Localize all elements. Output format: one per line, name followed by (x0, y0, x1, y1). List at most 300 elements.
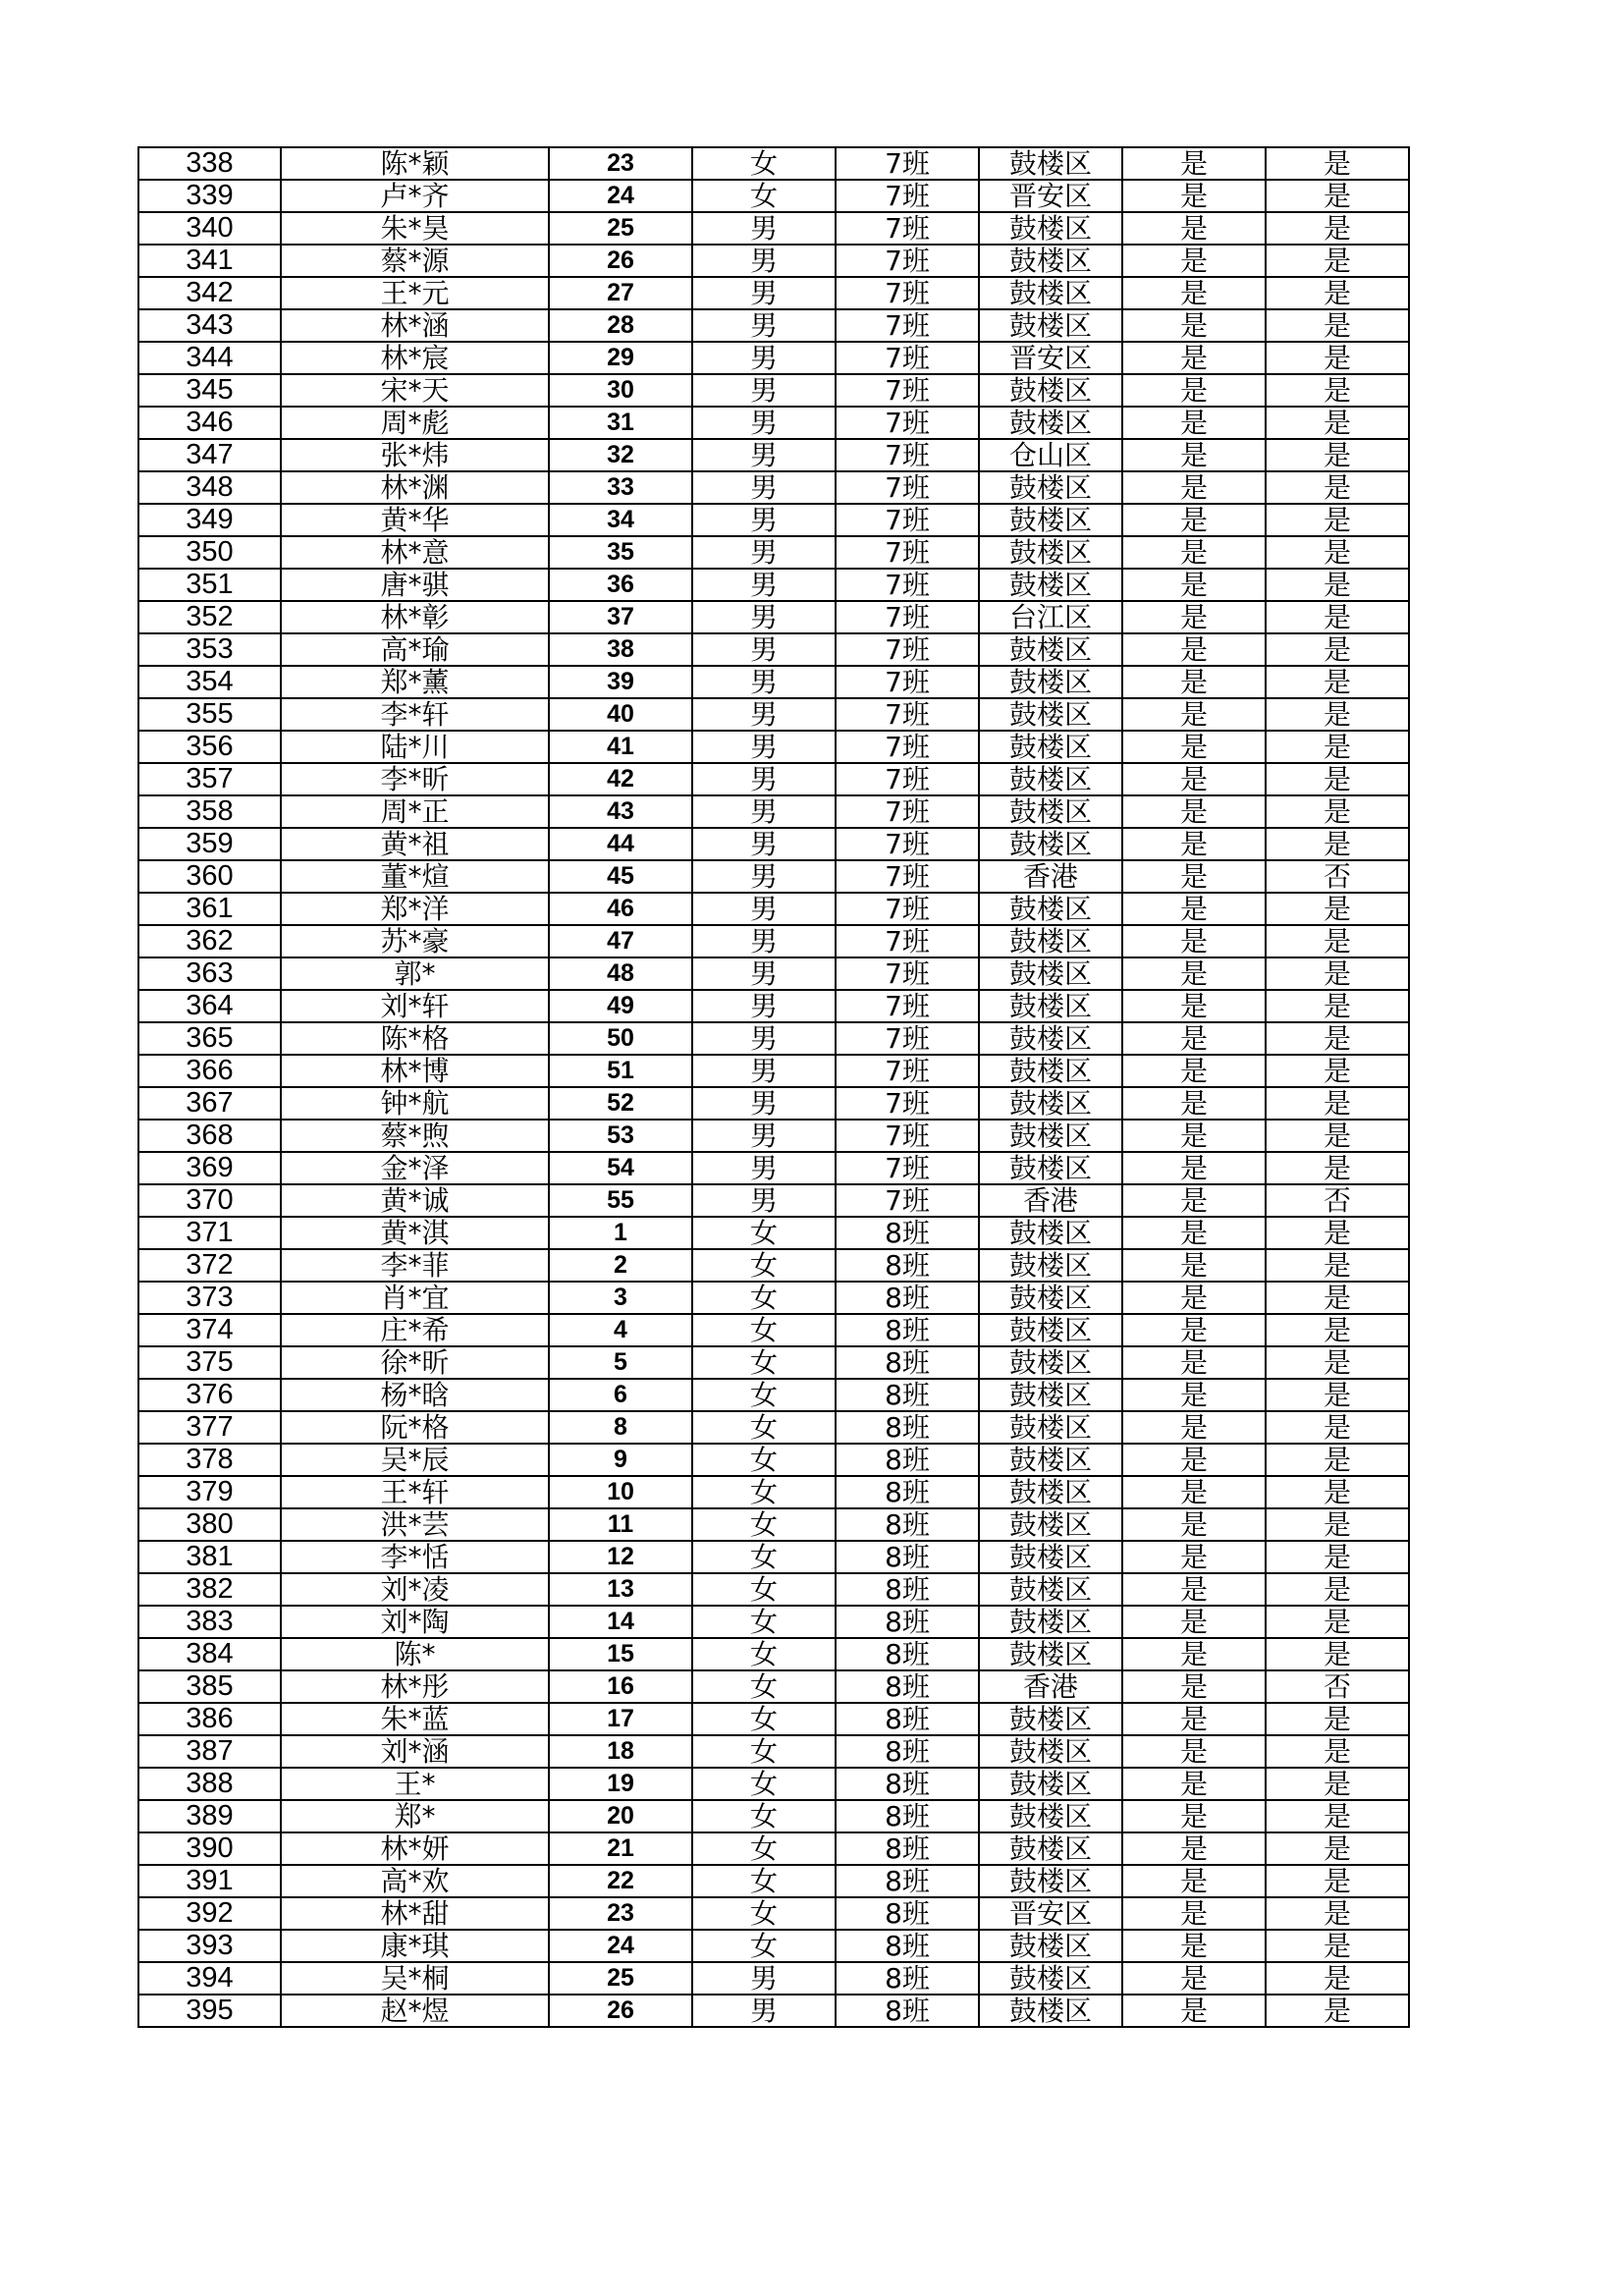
district-cell: 鼓楼区 (979, 407, 1122, 439)
gender-cell: 男 (692, 601, 836, 633)
student-table (137, 146, 1410, 2028)
status-cell-b: 是 (1266, 957, 1409, 990)
name-cell: 林*涵 (281, 309, 549, 342)
gender-cell: 男 (692, 860, 836, 893)
table-row (138, 407, 1409, 439)
class-number-cell: 18 (549, 1735, 692, 1768)
class-cell: 7班 (836, 601, 979, 633)
gender-cell: 男 (692, 925, 836, 957)
class-number-cell: 5 (549, 1346, 692, 1379)
table-row (138, 925, 1409, 957)
class-number-cell: 32 (549, 439, 692, 471)
class-number-cell: 41 (549, 731, 692, 763)
status-cell-a: 是 (1122, 147, 1266, 180)
status-cell-a: 是 (1122, 1703, 1266, 1735)
class-number-cell: 44 (549, 828, 692, 860)
class-cell: 8班 (836, 1670, 979, 1703)
district-cell: 鼓楼区 (979, 990, 1122, 1022)
table-row (138, 1411, 1409, 1444)
name-cell: 杨*晗 (281, 1379, 549, 1411)
row-index-cell: 389 (138, 1800, 281, 1832)
class-number-cell: 25 (549, 1962, 692, 1995)
status-cell-a: 是 (1122, 245, 1266, 277)
district-cell: 鼓楼区 (979, 374, 1122, 407)
name-cell: 林*博 (281, 1055, 549, 1087)
district-cell: 鼓楼区 (979, 1606, 1122, 1638)
table-row (138, 1379, 1409, 1411)
row-index-cell: 378 (138, 1444, 281, 1476)
gender-cell: 女 (692, 147, 836, 180)
class-number-cell: 51 (549, 1055, 692, 1087)
status-cell-b: 是 (1266, 601, 1409, 633)
gender-cell: 男 (692, 471, 836, 504)
district-cell: 鼓楼区 (979, 925, 1122, 957)
status-cell-b: 是 (1266, 1411, 1409, 1444)
table-row (138, 957, 1409, 990)
class-number-cell: 55 (549, 1184, 692, 1217)
name-cell: 朱*昊 (281, 212, 549, 245)
status-cell-b: 是 (1266, 342, 1409, 374)
status-cell-a: 是 (1122, 1249, 1266, 1282)
district-cell: 鼓楼区 (979, 1314, 1122, 1346)
district-cell: 鼓楼区 (979, 1476, 1122, 1508)
status-cell-a: 是 (1122, 471, 1266, 504)
table-row (138, 1897, 1409, 1930)
gender-cell: 男 (692, 439, 836, 471)
class-cell: 7班 (836, 180, 979, 212)
table-row (138, 1184, 1409, 1217)
class-number-cell: 26 (549, 245, 692, 277)
status-cell-a: 是 (1122, 569, 1266, 601)
status-cell-b: 是 (1266, 1314, 1409, 1346)
row-index-cell: 382 (138, 1573, 281, 1606)
gender-cell: 女 (692, 1282, 836, 1314)
status-cell-b: 是 (1266, 1768, 1409, 1800)
gender-cell: 男 (692, 763, 836, 795)
table-row (138, 1768, 1409, 1800)
class-cell: 7班 (836, 245, 979, 277)
name-cell: 李*菲 (281, 1249, 549, 1282)
table-row (138, 893, 1409, 925)
name-cell: 陈* (281, 1638, 549, 1670)
row-index-cell: 377 (138, 1411, 281, 1444)
district-cell: 鼓楼区 (979, 1800, 1122, 1832)
status-cell-a: 是 (1122, 1411, 1266, 1444)
district-cell: 晋安区 (979, 180, 1122, 212)
row-index-cell: 388 (138, 1768, 281, 1800)
district-cell: 鼓楼区 (979, 309, 1122, 342)
class-cell: 8班 (836, 1573, 979, 1606)
class-number-cell: 35 (549, 536, 692, 569)
name-cell: 郭* (281, 957, 549, 990)
gender-cell: 男 (692, 504, 836, 536)
name-cell: 林*甜 (281, 1897, 549, 1930)
gender-cell: 女 (692, 1249, 836, 1282)
status-cell-b: 是 (1266, 1638, 1409, 1670)
district-cell: 鼓楼区 (979, 471, 1122, 504)
row-index-cell: 395 (138, 1995, 281, 2027)
class-cell: 7班 (836, 342, 979, 374)
row-index-cell: 342 (138, 277, 281, 309)
class-number-cell: 21 (549, 1832, 692, 1865)
district-cell: 鼓楼区 (979, 1995, 1122, 2027)
table-row (138, 1249, 1409, 1282)
status-cell-b: 是 (1266, 1346, 1409, 1379)
row-index-cell: 355 (138, 698, 281, 731)
table-row (138, 374, 1409, 407)
class-cell: 7班 (836, 439, 979, 471)
status-cell-b: 是 (1266, 309, 1409, 342)
name-cell: 林*意 (281, 536, 549, 569)
name-cell: 陆*川 (281, 731, 549, 763)
status-cell-a: 是 (1122, 309, 1266, 342)
status-cell-a: 是 (1122, 666, 1266, 698)
class-cell: 7班 (836, 471, 979, 504)
status-cell-a: 是 (1122, 180, 1266, 212)
class-cell: 8班 (836, 1897, 979, 1930)
status-cell-a: 是 (1122, 1022, 1266, 1055)
status-cell-b: 是 (1266, 1800, 1409, 1832)
row-index-cell: 353 (138, 633, 281, 666)
table-row (138, 1444, 1409, 1476)
name-cell: 卢*齐 (281, 180, 549, 212)
status-cell-b: 是 (1266, 893, 1409, 925)
gender-cell: 男 (692, 309, 836, 342)
name-cell: 阮*格 (281, 1411, 549, 1444)
name-cell: 蔡*源 (281, 245, 549, 277)
row-index-cell: 341 (138, 245, 281, 277)
gender-cell: 女 (692, 1897, 836, 1930)
name-cell: 林*宸 (281, 342, 549, 374)
district-cell: 鼓楼区 (979, 1573, 1122, 1606)
name-cell: 洪*芸 (281, 1508, 549, 1541)
gender-cell: 女 (692, 1768, 836, 1800)
gender-cell: 女 (692, 1930, 836, 1962)
name-cell: 董*煊 (281, 860, 549, 893)
class-cell: 7班 (836, 698, 979, 731)
row-index-cell: 373 (138, 1282, 281, 1314)
gender-cell: 男 (692, 212, 836, 245)
status-cell-b: 是 (1266, 536, 1409, 569)
district-cell: 鼓楼区 (979, 731, 1122, 763)
status-cell-b: 是 (1266, 795, 1409, 828)
name-cell: 徐*昕 (281, 1346, 549, 1379)
status-cell-b: 是 (1266, 990, 1409, 1022)
name-cell: 宋*天 (281, 374, 549, 407)
district-cell: 鼓楼区 (979, 828, 1122, 860)
name-cell: 林*彤 (281, 1670, 549, 1703)
row-index-cell: 346 (138, 407, 281, 439)
table-row (138, 309, 1409, 342)
status-cell-b: 是 (1266, 504, 1409, 536)
gender-cell: 女 (692, 1800, 836, 1832)
row-index-cell: 340 (138, 212, 281, 245)
class-number-cell: 9 (549, 1444, 692, 1476)
status-cell-b: 是 (1266, 1962, 1409, 1995)
status-cell-a: 是 (1122, 1897, 1266, 1930)
status-cell-a: 是 (1122, 1444, 1266, 1476)
class-cell: 7班 (836, 731, 979, 763)
row-index-cell: 348 (138, 471, 281, 504)
gender-cell: 女 (692, 1638, 836, 1670)
class-cell: 8班 (836, 1541, 979, 1573)
name-cell: 张*炜 (281, 439, 549, 471)
row-index-cell: 360 (138, 860, 281, 893)
gender-cell: 女 (692, 1379, 836, 1411)
status-cell-b: 是 (1266, 1995, 1409, 2027)
gender-cell: 男 (692, 245, 836, 277)
district-cell: 鼓楼区 (979, 1217, 1122, 1249)
table-row (138, 828, 1409, 860)
row-index-cell: 362 (138, 925, 281, 957)
row-index-cell: 358 (138, 795, 281, 828)
class-cell: 8班 (836, 1865, 979, 1897)
class-cell: 8班 (836, 1282, 979, 1314)
status-cell-b: 是 (1266, 374, 1409, 407)
gender-cell: 女 (692, 1508, 836, 1541)
gender-cell: 男 (692, 1087, 836, 1120)
class-number-cell: 33 (549, 471, 692, 504)
name-cell: 王*轩 (281, 1476, 549, 1508)
district-cell: 鼓楼区 (979, 1962, 1122, 1995)
class-cell: 7班 (836, 309, 979, 342)
status-cell-a: 是 (1122, 731, 1266, 763)
gender-cell: 男 (692, 1055, 836, 1087)
table-row (138, 1638, 1409, 1670)
status-cell-b: 是 (1266, 763, 1409, 795)
gender-cell: 男 (692, 698, 836, 731)
table-row (138, 212, 1409, 245)
name-cell: 刘*陶 (281, 1606, 549, 1638)
district-cell: 鼓楼区 (979, 1087, 1122, 1120)
district-cell: 鼓楼区 (979, 1379, 1122, 1411)
class-number-cell: 20 (549, 1800, 692, 1832)
class-number-cell: 11 (549, 1508, 692, 1541)
status-cell-b: 是 (1266, 407, 1409, 439)
name-cell: 黄*淇 (281, 1217, 549, 1249)
district-cell: 晋安区 (979, 1897, 1122, 1930)
class-number-cell: 31 (549, 407, 692, 439)
gender-cell: 女 (692, 1670, 836, 1703)
class-cell: 7班 (836, 828, 979, 860)
row-index-cell: 356 (138, 731, 281, 763)
gender-cell: 女 (692, 1703, 836, 1735)
gender-cell: 男 (692, 731, 836, 763)
class-cell: 8班 (836, 1411, 979, 1444)
gender-cell: 女 (692, 1346, 836, 1379)
class-number-cell: 4 (549, 1314, 692, 1346)
row-index-cell: 386 (138, 1703, 281, 1735)
status-cell-a: 是 (1122, 1184, 1266, 1217)
class-cell: 8班 (836, 1800, 979, 1832)
district-cell: 香港 (979, 860, 1122, 893)
status-cell-a: 是 (1122, 1995, 1266, 2027)
gender-cell: 女 (692, 1217, 836, 1249)
status-cell-b: 是 (1266, 277, 1409, 309)
class-cell: 7班 (836, 536, 979, 569)
row-index-cell: 357 (138, 763, 281, 795)
class-number-cell: 1 (549, 1217, 692, 1249)
status-cell-a: 是 (1122, 601, 1266, 633)
gender-cell: 男 (692, 666, 836, 698)
class-number-cell: 36 (549, 569, 692, 601)
status-cell-a: 是 (1122, 860, 1266, 893)
row-index-cell: 374 (138, 1314, 281, 1346)
table-row (138, 342, 1409, 374)
table-row (138, 763, 1409, 795)
name-cell: 李*轩 (281, 698, 549, 731)
name-cell: 林*渊 (281, 471, 549, 504)
class-cell: 8班 (836, 1638, 979, 1670)
status-cell-a: 是 (1122, 1930, 1266, 1962)
class-cell: 7班 (836, 1087, 979, 1120)
name-cell: 吴*辰 (281, 1444, 549, 1476)
district-cell: 鼓楼区 (979, 1735, 1122, 1768)
row-index-cell: 380 (138, 1508, 281, 1541)
status-cell-b: 是 (1266, 569, 1409, 601)
row-index-cell: 368 (138, 1120, 281, 1152)
gender-cell: 女 (692, 1314, 836, 1346)
name-cell: 刘*涵 (281, 1735, 549, 1768)
table-row (138, 1152, 1409, 1184)
district-cell: 鼓楼区 (979, 1768, 1122, 1800)
row-index-cell: 359 (138, 828, 281, 860)
status-cell-b: 是 (1266, 1573, 1409, 1606)
class-number-cell: 17 (549, 1703, 692, 1735)
row-index-cell: 366 (138, 1055, 281, 1087)
table-row (138, 1476, 1409, 1508)
class-number-cell: 43 (549, 795, 692, 828)
status-cell-b: 是 (1266, 1606, 1409, 1638)
status-cell-a: 是 (1122, 1379, 1266, 1411)
class-cell: 8班 (836, 1444, 979, 1476)
row-index-cell: 372 (138, 1249, 281, 1282)
gender-cell: 女 (692, 1735, 836, 1768)
status-cell-b: 是 (1266, 245, 1409, 277)
status-cell-a: 是 (1122, 1541, 1266, 1573)
status-cell-b: 是 (1266, 1476, 1409, 1508)
district-cell: 仓山区 (979, 439, 1122, 471)
table-row (138, 698, 1409, 731)
class-cell: 7班 (836, 893, 979, 925)
class-number-cell: 22 (549, 1865, 692, 1897)
class-number-cell: 24 (549, 180, 692, 212)
status-cell-b: 是 (1266, 1703, 1409, 1735)
status-cell-a: 是 (1122, 1573, 1266, 1606)
status-cell-a: 是 (1122, 763, 1266, 795)
status-cell-b: 是 (1266, 212, 1409, 245)
district-cell: 鼓楼区 (979, 893, 1122, 925)
class-number-cell: 46 (549, 893, 692, 925)
row-index-cell: 339 (138, 180, 281, 212)
status-cell-a: 是 (1122, 1476, 1266, 1508)
status-cell-b: 是 (1266, 1022, 1409, 1055)
name-cell: 王* (281, 1768, 549, 1800)
status-cell-b: 是 (1266, 1832, 1409, 1865)
status-cell-b: 是 (1266, 1152, 1409, 1184)
table-row (138, 504, 1409, 536)
row-index-cell: 350 (138, 536, 281, 569)
district-cell: 鼓楼区 (979, 1703, 1122, 1735)
class-number-cell: 49 (549, 990, 692, 1022)
status-cell-b: 是 (1266, 1217, 1409, 1249)
gender-cell: 男 (692, 374, 836, 407)
status-cell-a: 是 (1122, 698, 1266, 731)
table-row (138, 1832, 1409, 1865)
class-number-cell: 29 (549, 342, 692, 374)
class-number-cell: 25 (549, 212, 692, 245)
name-cell: 高*瑜 (281, 633, 549, 666)
status-cell-b: 是 (1266, 1120, 1409, 1152)
class-cell: 7班 (836, 860, 979, 893)
name-cell: 黄*诚 (281, 1184, 549, 1217)
class-number-cell: 16 (549, 1670, 692, 1703)
gender-cell: 男 (692, 569, 836, 601)
table-row (138, 439, 1409, 471)
name-cell: 庄*希 (281, 1314, 549, 1346)
name-cell: 王*元 (281, 277, 549, 309)
table-row (138, 1800, 1409, 1832)
district-cell: 鼓楼区 (979, 569, 1122, 601)
status-cell-a: 是 (1122, 990, 1266, 1022)
table-row (138, 731, 1409, 763)
name-cell: 蔡*煦 (281, 1120, 549, 1152)
status-cell-b: 是 (1266, 439, 1409, 471)
status-cell-a: 是 (1122, 504, 1266, 536)
gender-cell: 女 (692, 1541, 836, 1573)
row-index-cell: 351 (138, 569, 281, 601)
gender-cell: 女 (692, 1865, 836, 1897)
district-cell: 鼓楼区 (979, 1346, 1122, 1379)
district-cell: 鼓楼区 (979, 212, 1122, 245)
district-cell: 鼓楼区 (979, 633, 1122, 666)
class-cell: 8班 (836, 1703, 979, 1735)
class-number-cell: 42 (549, 763, 692, 795)
table-row (138, 245, 1409, 277)
status-cell-a: 是 (1122, 1282, 1266, 1314)
gender-cell: 男 (692, 893, 836, 925)
table-row (138, 1670, 1409, 1703)
class-number-cell: 12 (549, 1541, 692, 1573)
table-row (138, 1087, 1409, 1120)
district-cell: 鼓楼区 (979, 1249, 1122, 1282)
name-cell: 刘*凌 (281, 1573, 549, 1606)
district-cell: 鼓楼区 (979, 763, 1122, 795)
status-cell-b: 是 (1266, 1087, 1409, 1120)
class-number-cell: 23 (549, 1897, 692, 1930)
district-cell: 晋安区 (979, 342, 1122, 374)
class-cell: 7班 (836, 990, 979, 1022)
row-index-cell: 393 (138, 1930, 281, 1962)
status-cell-a: 是 (1122, 957, 1266, 990)
status-cell-a: 是 (1122, 1638, 1266, 1670)
status-cell-a: 是 (1122, 1670, 1266, 1703)
class-cell: 8班 (836, 1735, 979, 1768)
district-cell: 鼓楼区 (979, 277, 1122, 309)
district-cell: 鼓楼区 (979, 1055, 1122, 1087)
table-row (138, 1055, 1409, 1087)
district-cell: 鼓楼区 (979, 1865, 1122, 1897)
class-cell: 7班 (836, 1152, 979, 1184)
table-row (138, 1930, 1409, 1962)
class-cell: 8班 (836, 1832, 979, 1865)
class-cell: 7班 (836, 212, 979, 245)
name-cell: 肖*宜 (281, 1282, 549, 1314)
class-number-cell: 3 (549, 1282, 692, 1314)
row-index-cell: 383 (138, 1606, 281, 1638)
table-row (138, 1962, 1409, 1995)
name-cell: 唐*骐 (281, 569, 549, 601)
